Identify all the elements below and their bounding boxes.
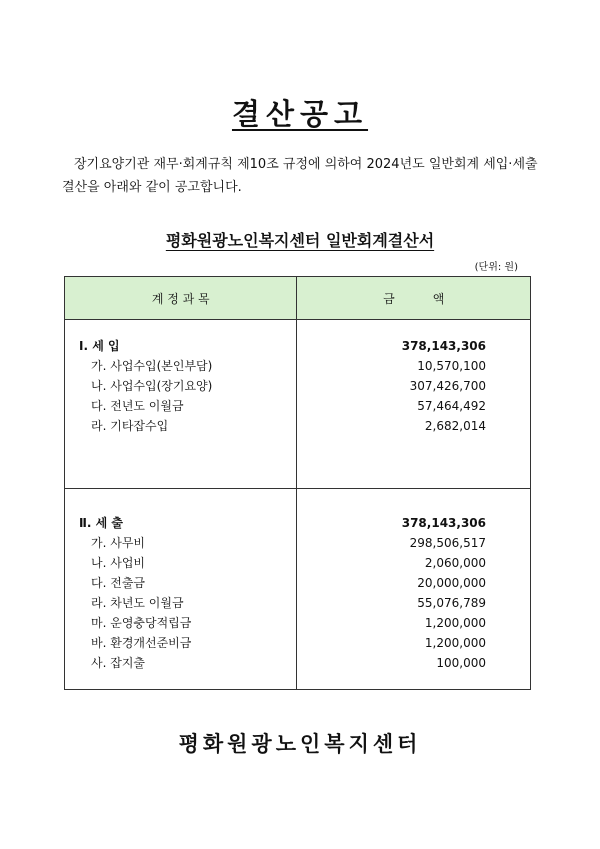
settlement-table	[64, 276, 531, 690]
expenditure-amounts	[297, 489, 531, 690]
table-header-row	[65, 277, 531, 320]
organization-name: 평화원광노인복지센터	[178, 732, 422, 756]
line-item-amount: 307,426,700	[409, 379, 486, 393]
header-account: 계 정 과 목	[65, 277, 297, 320]
line-item-amount: 100,000	[436, 656, 486, 670]
header-amount: 금 액	[297, 277, 531, 320]
statement-title: 평화원광노인복지센터 일반회계결산서	[165, 231, 435, 250]
line-item-label: 가. 사업수입(본인부담)	[91, 359, 213, 373]
line-item-amount: 1,200,000	[424, 616, 486, 630]
line-item-amount: 298,506,517	[409, 536, 486, 550]
expenditure-labels	[65, 489, 297, 690]
line-item-amount: 2,682,014	[424, 419, 486, 433]
line-item-amount: 55,076,789	[417, 596, 486, 610]
line-item-amount: 57,464,492	[417, 399, 486, 413]
line-item-amount: 1,200,000	[424, 636, 486, 650]
line-item-label: 바. 환경개선준비금	[91, 636, 192, 650]
line-item-label: 라. 기타잡수입	[91, 419, 169, 433]
section-total: 378,143,306	[401, 516, 486, 530]
line-item-label: 라. 차년도 이월금	[91, 596, 184, 610]
line-item-amount: 20,000,000	[417, 576, 486, 590]
line-item-label: 가. 사무비	[91, 536, 145, 550]
line-item-label: 나. 사업수입(장기요양)	[91, 379, 213, 393]
section-total: 378,143,306	[401, 339, 486, 353]
line-item-amount: 2,060,000	[424, 556, 486, 570]
line-item-label: 다. 전출금	[91, 576, 145, 590]
page-title: 결산공고	[231, 97, 369, 131]
revenue-labels	[65, 320, 297, 489]
line-item-label: 나. 사업비	[91, 556, 145, 570]
revenue-section	[65, 320, 531, 489]
line-item-label: 마. 운영충당적립금	[91, 616, 192, 630]
unit-label: (단위: 원)	[474, 262, 518, 273]
expenditure-section	[65, 489, 531, 690]
line-item-label: 사. 잡지출	[91, 656, 145, 670]
line-item-amount: 10,570,100	[417, 359, 486, 373]
line-item-label: 다. 전년도 이월금	[91, 399, 184, 413]
section-heading: Ⅰ. 세 입	[79, 339, 120, 353]
section-heading: Ⅱ. 세 출	[79, 516, 124, 530]
intro-paragraph: 장기요양기관 재무·회계규칙 제10조 규정에 의하여 2024년도 일반회계 세입·세출 결산을 아래와 같이 공고합니다.	[62, 157, 538, 195]
revenue-amounts	[297, 320, 531, 489]
